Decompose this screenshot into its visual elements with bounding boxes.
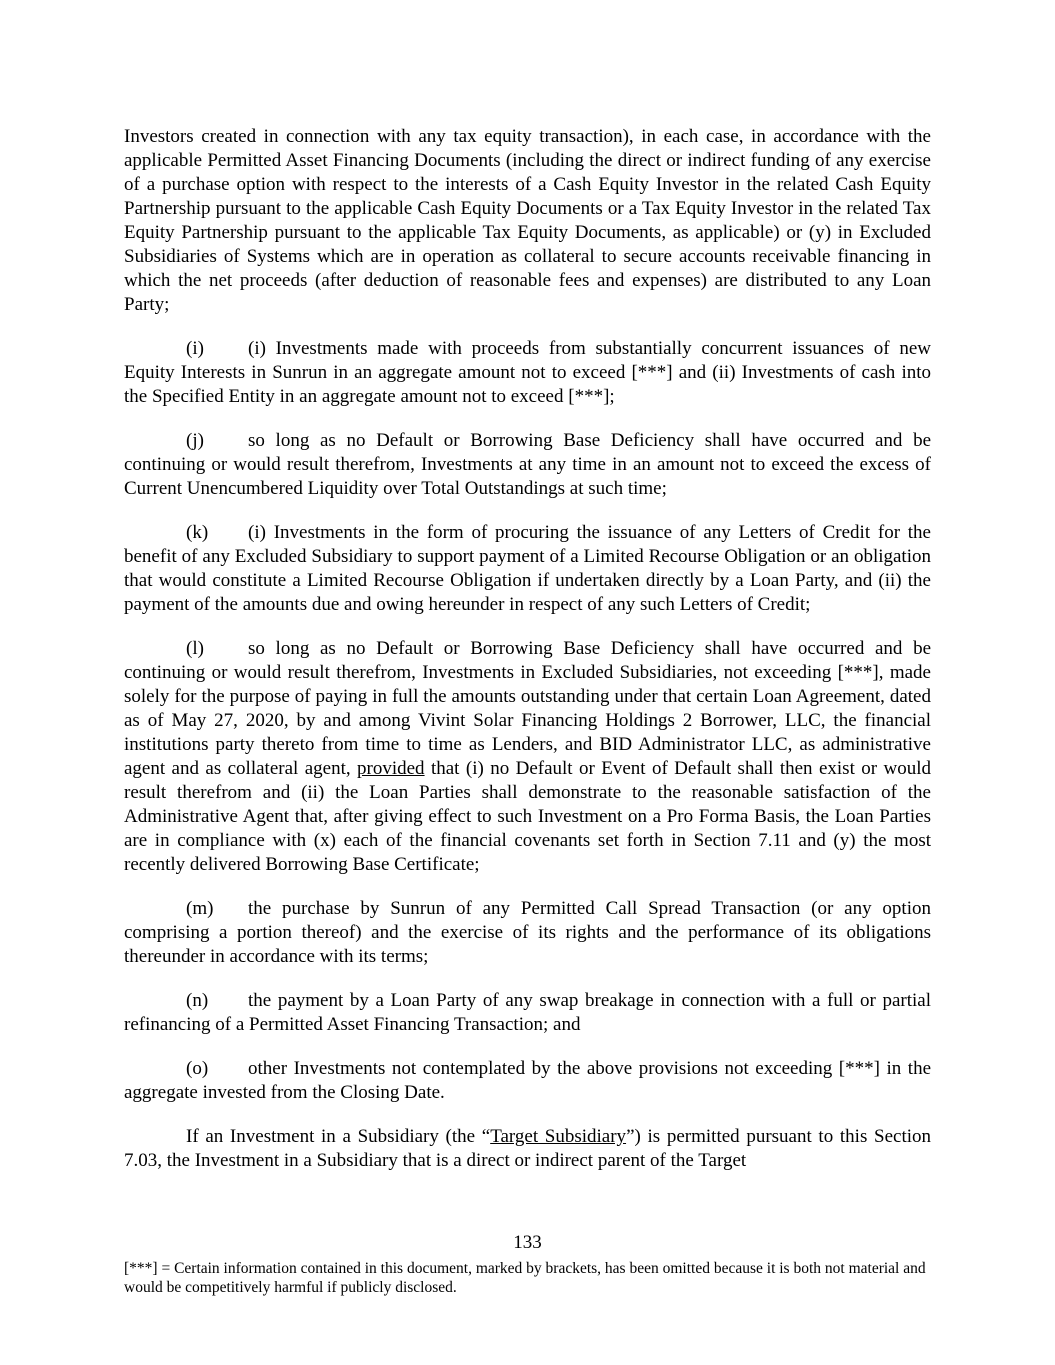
clause-l-label: (l) [186,638,204,659]
clause-n-text: the payment by a Loan Party of any swap breakage in connection with a full or partial refinancing of a Permitted Asset Financing Transaction; and [124,990,931,1035]
document-body [124,125,931,1193]
clause-l-text-before: so long as no Default or Borrowing Base Deficiency shall have occurred and be continuing or would result therefrom, Investments in Excluded Subsidiaries, not exceeding [***], made solely for the purpose of paying in full the amounts outstanding under that certain Loan Agreement, dated as of May 27, 2020, by and among Vivint Solar Financing Holdings 2 Borrower, LLC, the financial institutions party thereto from time to time as Lenders, and BID Administrator LLC, as administrative agent and as collateral agent, [124,638,931,779]
target-subsidiary-term: Target Subsidiary [490,1126,627,1147]
clause-j-label: (j) [186,430,204,451]
footnote: [***] = Certain information contained in this document, marked by brackets, has been omitted because it is both not material and would be competitively harmful if publicly disclosed. [124,1260,926,1296]
clause-i [124,337,931,409]
clause-l [124,637,931,877]
clause-m-label: (m) [186,898,214,919]
clause-o [124,1057,931,1105]
clause-l-provided: provided [357,758,425,779]
clause-o-text: other Investments not contemplated by the above provisions not exceeding [***] in the aggregate invested from the Closing Date. [124,1058,931,1103]
clause-n [124,989,931,1037]
clause-m-text: the purchase by Sunrun of any Permitted Call Spread Transaction (or any option comprising a portion thereof) and the exercise of its rights and the performance of its obligations thereunder in accordance with its terms; [124,898,931,967]
clause-j-text: so long as no Default or Borrowing Base Deficiency shall have occurred and be continuing or would result therefrom, Investments at any time in an amount not to exceed the excess of Current Unencumbered Liquidity over Total Outstandings at such time; [124,430,931,499]
clause-k-label: (k) [186,522,209,543]
paragraph-continuation: Investors created in connection with any tax equity transaction), in each case, in accordance with the applicable Permitted Asset Financing Documents (including the direct or indirect funding of any exercise of a purchase option with respect to the interests of a Cash Equity Investor in the related Cash Equity Partnership pursuant to the applicable Cash Equity Documents or a Tax Equity Investor in the related Tax Equity Partnership pursuant to the applicable Tax Equity Documents, as applicable) or (y) in Excluded Subsidiaries of Systems which are in operation as collateral to secure accounts receivable financing in which the net proceeds (after deduction of reasonable fees and expenses) are distributed to any Loan Party; [124,126,931,315]
page-number: 133 [513,1232,542,1253]
final-text-before: If an Investment in a Subsidiary (the “ [186,1126,491,1147]
clause-o-label: (o) [186,1058,209,1079]
clause-k [124,521,931,617]
clause-k-text: (i) Investments in the form of procuring the issuance of any Letters of Credit for the benefit of any Excluded Subsidiary to support payment of a Limited Recourse Obligation or an obligation that would constitute a Limited Recourse Obligation if undertaken directly by a Loan Party, and (ii) the payment of the amounts due and owing hereunder in respect of any such Letters of Credit; [124,522,931,615]
paragraph-final [124,1125,931,1173]
clause-j [124,429,931,501]
clause-n-label: (n) [186,990,209,1011]
clause-i-label: (i) [186,338,204,359]
clause-i-text: (i) Investments made with proceeds from substantially concurrent issuances of new Equity Interests in Sunrun in an aggregate amount not to exceed [***] and (ii) Investments of cash into the Specified Entity in an aggregate amount not to exceed [***]; [124,338,931,407]
clause-m [124,897,931,969]
final-text-after: ”) is permitted pursuant to this Section 7.03, the Investment in a Subsidiary that is a direct or indirect parent of the Target [124,1126,931,1171]
clause-l-text-after: that (i) no Default or Event of Default shall then exist or would result therefrom and (ii) the Loan Parties shall demonstrate to the reasonable satisfaction of the Administrative Agent that, after giving effect to such Investment on a Pro Forma Basis, the Loan Parties are in compliance with (x) each of the financial covenants set forth in Section 7.11 and (y) the most recently delivered Borrowing Base Certificate; [124,758,931,875]
